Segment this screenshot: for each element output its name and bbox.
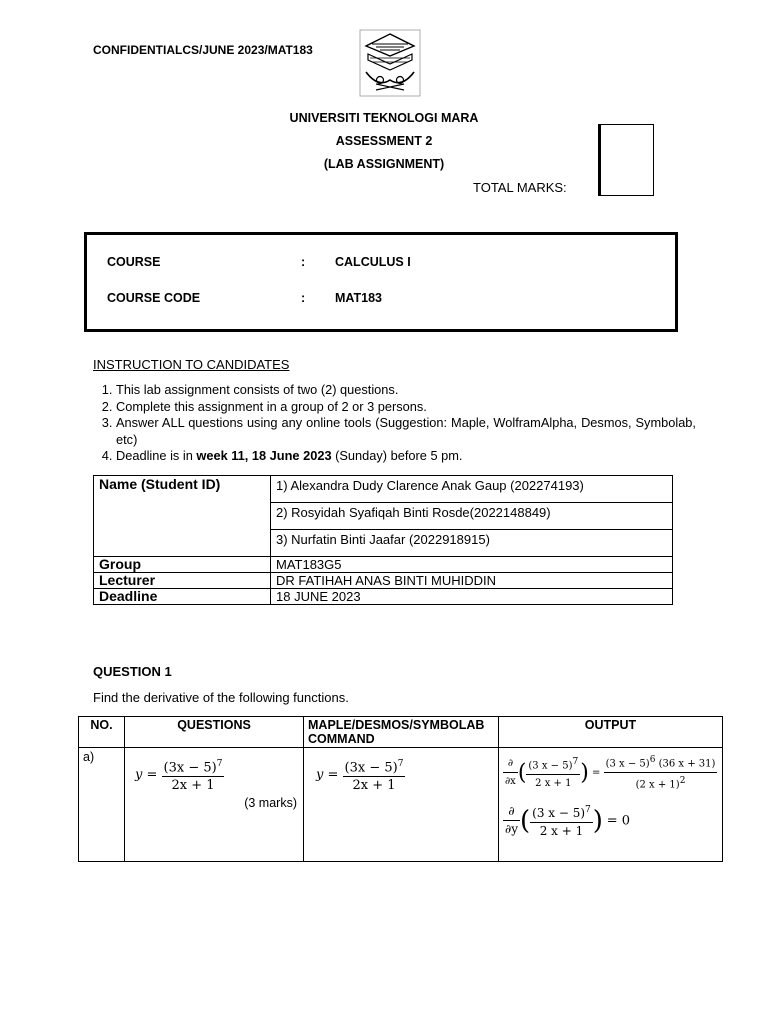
column-header: QUESTIONS xyxy=(125,717,304,748)
partial-y: ∂y xyxy=(505,822,518,837)
y-equals: y = xyxy=(135,767,158,783)
result-exponent: 6 xyxy=(649,755,656,765)
student-entry: 1) Alexandra Dudy Clarence Anak Gaup (202274193) xyxy=(271,476,673,503)
confidential-header: CONFIDENTIALCS/JUNE 2023/MAT183 xyxy=(93,43,313,57)
deadline-post: (Sunday) before 5 pm. xyxy=(331,448,463,463)
denominator: 2x + 1 xyxy=(171,778,215,794)
result-numerator-a: (3 x − 5) xyxy=(605,758,650,770)
assessment-title: ASSESSMENT 2 xyxy=(335,134,433,148)
question-formula xyxy=(135,756,299,794)
name-label: Name (Student ID) xyxy=(94,476,271,557)
denominator: 2 x + 1 xyxy=(535,777,572,789)
exponent: 7 xyxy=(585,804,591,815)
instruction-item: 2. Complete this assignment in a group of 2 or 3 persons. xyxy=(116,399,696,416)
lecturer-label: Lecturer xyxy=(94,573,271,589)
deadline-pre: Deadline is in xyxy=(116,448,197,463)
student-info-table xyxy=(93,475,673,605)
column-header: NO. xyxy=(79,717,125,748)
denominator: 2x + 1 xyxy=(352,778,396,794)
course-code-value: MAT183 xyxy=(335,291,383,305)
university-title: UNIVERSITI TEKNOLOGI MARA xyxy=(289,111,479,125)
partial-x: ∂x xyxy=(505,776,516,788)
question-1-title: QUESTION 1 xyxy=(93,664,172,679)
result-zero: = 0 xyxy=(606,813,631,829)
exponent: 7 xyxy=(572,756,579,767)
course-code-colon: : xyxy=(301,291,306,305)
partial-symbol: ∂ xyxy=(503,755,518,773)
instruction-item: 1. This lab assignment consists of two (2) questions. xyxy=(116,382,696,399)
instruction-item: 3. Answer ALL questions using any online tools (Suggestion: Maple, WolframAlpha, Desmos, Symbolab, etc) xyxy=(116,415,696,448)
result-denominator-exponent: 2 xyxy=(679,776,686,787)
column-header: MAPLE/DESMOS/SYMBOLAB COMMAND xyxy=(304,717,499,748)
output-derivative-y: $\frac{\partial}{\partial y}$ ( $\frac{(3 x - 5)^7}{2 x + 1}$ ) = 0 xyxy=(503,802,718,840)
numerator: (3x − 5) xyxy=(344,760,398,776)
instructions-title: INSTRUCTION TO CANDIDATES xyxy=(93,357,290,372)
numerator: (3 x − 5) xyxy=(532,805,586,820)
result-denominator: (2 x + 1) xyxy=(635,779,680,791)
result-numerator-b: (36 x + 31) xyxy=(655,758,716,770)
group-label: Group xyxy=(94,557,271,573)
course-code-label: COURSE CODE xyxy=(107,291,201,305)
exponent: 7 xyxy=(216,759,223,769)
marks-label: (3 marks) xyxy=(244,796,297,810)
partial-symbol: ∂ xyxy=(503,803,520,821)
command-cell xyxy=(304,748,499,862)
deadline-label: Deadline xyxy=(94,589,271,605)
deadline-value: 18 JUNE 2023 xyxy=(271,589,673,605)
lecturer-value: DR FATIHAH ANAS BINTI MUHIDDIN xyxy=(271,573,673,589)
instructions-list xyxy=(93,382,696,465)
student-entry: 2) Rosyidah Syafiqah Binti Rosde(2022148849) xyxy=(271,503,673,530)
total-marks-box xyxy=(598,124,654,196)
uitm-logo-icon xyxy=(358,28,422,98)
course-value: CALCULUS I xyxy=(335,255,411,269)
total-marks-label: TOTAL MARKS: xyxy=(473,180,567,195)
numerator: (3 x − 5) xyxy=(528,759,573,771)
question-table xyxy=(78,716,723,862)
denominator: 2 x + 1 xyxy=(539,823,584,838)
assessment-type: (LAB ASSIGNMENT) xyxy=(323,157,445,171)
y-equals: y = xyxy=(316,767,339,783)
course-label: COURSE xyxy=(107,255,161,269)
numerator: (3x − 5) xyxy=(163,760,217,776)
output-cell xyxy=(499,748,723,862)
student-entry: 3) Nurfatin Binti Jaafar (2022918915) xyxy=(271,530,673,557)
column-header: OUTPUT xyxy=(499,717,723,748)
command-formula xyxy=(316,756,494,794)
row-number: a) xyxy=(79,748,125,862)
output-derivative-x: $\frac{\partial}{\partial x}$ ( $\frac{(3 x - 5)^7}{2 x + 1}$ ) = $\frac{(3 x - 5)^6 (36 x + 31)}{(2 x + 1)^2}$ xyxy=(503,752,718,794)
fraction xyxy=(343,756,406,794)
course-colon: : xyxy=(301,255,306,269)
group-value: MAT183G5 xyxy=(271,557,673,573)
equals: = xyxy=(592,767,601,779)
course-info-box xyxy=(84,232,678,332)
deadline-bold: week 11, 18 June 2023 xyxy=(196,448,332,463)
instruction-item xyxy=(116,448,696,465)
question-cell xyxy=(125,748,304,862)
fraction xyxy=(162,756,225,794)
exponent: 7 xyxy=(397,759,404,769)
question-1-text: Find the derivative of the following functions. xyxy=(93,690,349,705)
